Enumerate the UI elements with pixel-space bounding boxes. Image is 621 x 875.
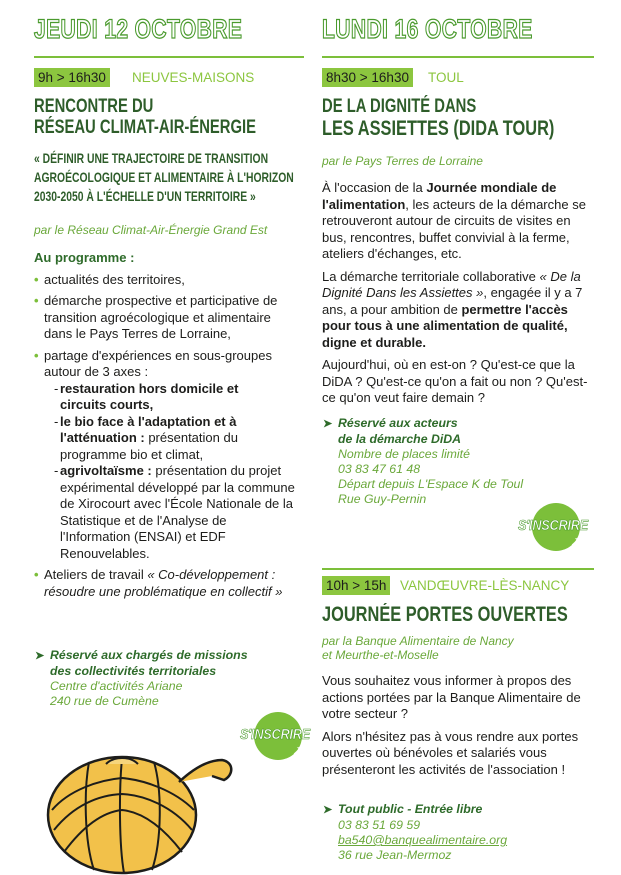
access-title: Réservé aux acteurs bbox=[338, 416, 458, 430]
info-line: Rue Guy-Pernin bbox=[338, 492, 427, 506]
day-heading: JEUDI 12 OCTOBRE bbox=[34, 14, 243, 44]
access-title: des collectivités territoriales bbox=[50, 664, 217, 678]
event-subtitle-line: 2030-2050 À L'ÉCHELLE D'UN TERRITOIRE » bbox=[34, 188, 256, 204]
organizer: et Meurthe-et-Moselle bbox=[322, 648, 439, 662]
event-subtitle-line: AGROÉCOLOGIQUE ET ALIMENTAIRE À L'HORIZON bbox=[34, 169, 294, 185]
place-label: NEUVES-MAISONS bbox=[132, 70, 255, 85]
divider bbox=[34, 56, 304, 58]
programme-label: Au programme : bbox=[34, 250, 135, 265]
sub-item: - agrivoltaïsme : présentation du projet expérimental développé par la commune de Xirocourt avec l'École Nationale de la Statistique et de l'Analyse de l'Information (ENSAI) et EDF Renouvelables. bbox=[54, 463, 295, 561]
list-item: • actualités des territoires, bbox=[34, 271, 185, 287]
info-line: Départ depuis L'Espace K de Toul bbox=[338, 477, 524, 491]
time-badge: 10h > 15h bbox=[322, 576, 390, 595]
sub-item: - restauration hors domicile et circuits courts, bbox=[54, 380, 239, 412]
signup-label: S'INSCRIRE bbox=[240, 726, 310, 743]
time-badge: 9h > 16h30 bbox=[34, 68, 110, 87]
event-subtitle-line: « DÉFINIR UNE TRAJECTOIRE DE TRANSITION bbox=[34, 150, 269, 166]
day-heading: LUNDI 16 OCTOBRE bbox=[322, 14, 533, 44]
place-label: VANDŒUVRE-LÈS-NANCY bbox=[400, 578, 570, 593]
info-line: Nombre de places limité bbox=[338, 447, 470, 461]
phone-number: 03 83 47 61 48 bbox=[338, 462, 421, 476]
cursor-icon: ➚ bbox=[570, 533, 582, 549]
event-description: Vous souhaitez vous informer à propos des actions portées par la Banque Alimentaire de votre secteur ? Alors n'hésitez pas à vous rendre aux portes ouvertes où bénévoles et salariés vous présenteront les activités de l'association ! bbox=[322, 673, 581, 777]
access-info: ➤ Tout public - Entrée libre 03 83 51 69 59 ba540@banquealimentaire.org 36 rue Jean-Mermoz bbox=[323, 802, 508, 862]
organizer: par la Banque Alimentaire de Nancy bbox=[322, 634, 514, 648]
divider bbox=[322, 56, 594, 58]
event-title-line: DE LA DIGNITÉ DANS bbox=[322, 96, 477, 117]
cursor-icon: ➚ bbox=[292, 742, 304, 758]
event-title-line: RENCONTRE DU bbox=[34, 96, 154, 117]
place-label: TOUL bbox=[428, 70, 464, 85]
event-title-line: RÉSEAU CLIMAT-AIR-ÉNERGIE bbox=[34, 117, 257, 138]
sub-item: - le bio face à l'adaptation et à l'atténuation : présentation du programme bio et climat, bbox=[54, 413, 238, 462]
event-title: JOURNÉE PORTES OUVERTES bbox=[322, 603, 568, 626]
onion-illustration bbox=[44, 730, 244, 875]
phone-number: 03 83 51 69 59 bbox=[338, 818, 421, 832]
access-info: ➤ Réservé aux chargés de missions des collectivités territoriales Centre d'activités Ariane 240 rue de Cumène bbox=[35, 648, 248, 708]
access-title: Réservé aux chargés de missions bbox=[50, 648, 248, 662]
event-description: À l'occasion de la Journée mondiale de l'alimentation, les acteurs de la démarche se retrouveront autour de circuits de visites en bus, rencontres, buffet convivial à la ferme, ateliers d'échanges, etc. La démarche territoriale collaborative « De la Dignité Dans les Assiettes », engagée il y a 7 ans, a pour ambition de permettre l'accès pour tous à une alimentation de qualité, digne et durable. Aujourd'hui, où en est-on ? Qu'est-ce que la DiDA ? Qu'est-ce qu'on a fait ou non ? Qu'est-ce qu'on veut faire demain ? bbox=[322, 180, 588, 405]
access-title: Tout public - Entrée libre bbox=[338, 802, 483, 816]
access-title: de la démarche DiDA bbox=[338, 432, 462, 446]
venue-address: 36 rue Jean-Mermoz bbox=[338, 848, 452, 862]
email-link[interactable]: ba540@banquealimentaire.org bbox=[338, 833, 508, 847]
divider bbox=[322, 568, 594, 570]
venue-address: 240 rue de Cumène bbox=[50, 694, 159, 708]
event-title-line: LES ASSIETTES (DIDA TOUR) bbox=[322, 117, 555, 140]
list-item: • Ateliers de travail « Co-développement : résoudre une problématique en collectif » bbox=[34, 567, 283, 599]
access-info: ➤ Réservé aux acteurs de la démarche DiDA Nombre de places limité 03 83 47 61 48 Départ depuis L'Espace K de Toul Rue Guy-Pernin bbox=[323, 416, 524, 506]
signup-label: S'INSCRIRE bbox=[518, 517, 588, 534]
organizer: par le Pays Terres de Lorraine bbox=[322, 154, 483, 168]
list-item: • partage d'expériences en sous-groupes autour de 3 axes : bbox=[34, 347, 272, 379]
organizer: par le Réseau Climat-Air-Énergie Grand Est bbox=[34, 223, 268, 237]
list-item: • démarche prospective et participative de transition agroécologique et alimentaire dans le Pays Terres de Lorraine, bbox=[34, 293, 278, 341]
programme bbox=[34, 250, 302, 600]
time-badge: 8h30 > 16h30 bbox=[322, 68, 413, 87]
venue-name: Centre d'activités Ariane bbox=[50, 679, 183, 693]
